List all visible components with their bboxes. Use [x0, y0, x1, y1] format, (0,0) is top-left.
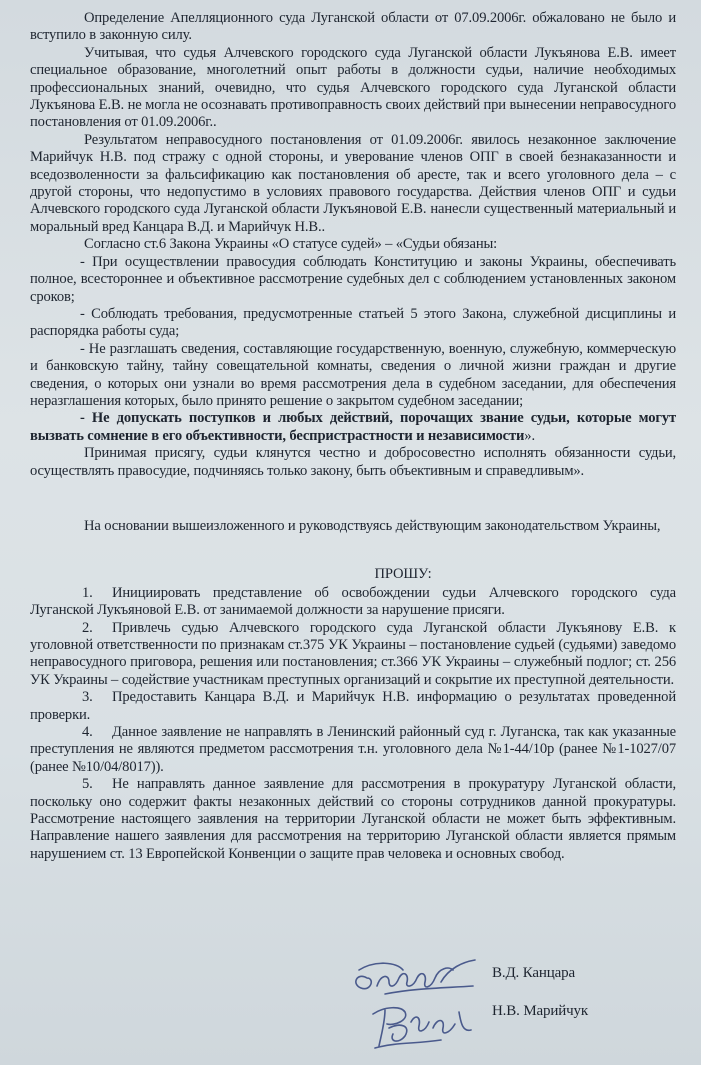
paragraph-law-reference: Согласно ст.6 Закона Украины «О статусе судей» – «Судьи обязаны: [84, 236, 498, 253]
duty-item-4 [30, 410, 676, 445]
request-item-number: 2. [82, 619, 93, 636]
paragraph-oath: Принимая присягу, судьи клянутся честно и добросовестно исполнять обязанности судьи, осуществлять правосудие, подчиняясь только закону, быть объективным и справедливым». [30, 445, 676, 479]
signature-1 [356, 960, 475, 994]
request-item [30, 776, 676, 863]
request-item [30, 585, 676, 620]
duty-item-4-end: ». [524, 427, 535, 444]
request-item-number: 5. [82, 776, 93, 793]
duty-item-2: - Соблюдать требования, предусмотренные статьей 5 этого Закона, служебной дисциплины и распорядка работы суда; [30, 305, 676, 340]
handwritten-signatures [345, 948, 495, 1058]
request-item-text: Не направлять данное заявление для рассмотрения в прокуратуру Луганской области, поскольку оно содержит факты незаконных действий со стороны сотрудников данной прокуратуры. Рассмотрение настоящего заявления на территории Луганской области не может быть эффективным. Направление нашего заявления для рассмотрения на территорию Луганской области является прямым нарушением ст. 13 Европейской Конвенции о защите прав человека и основных свобод. [30, 776, 676, 862]
spacer [30, 480, 676, 518]
paragraph-judge-qualification: Учитывая, что судья Алчевского городского суда Луганской области Лукъянова Е.В. имеет специальное образование, многолетний опыт работы в должности судьи, наличие необходимых профессиональных знаний, очевидно, что судья Алчевского городского суда Луганской области Лукъянова Е.В. не могла не осознавать противоправность своих действий при вынесении неправосудного постановления от 01.09.2006г.. [30, 44, 676, 131]
request-item-text: Привлечь судью Алчевского городского суда Луганской области Лукъянову Е.В. к уголовной ответственности по признакам ст.375 УК Украины – постановление судьей (судьями) заведомо неправосудного приговора, решения или постановления; ст.366 УК Украины – служебный подлог; ст. 256 УК Украины – содействие участникам преступных организаций и сокрытие их преступной деятельности. [30, 619, 676, 688]
duty-item-3: - Не разглашать сведения, составляющие государственную, военную, служебную, коммерческую и банковскую тайну, тайну совещательной комнаты, сведения о личной жизни граждан и другие сведения, о которых они узнали во время рассмотрения дела в судебном заседании, для обеспечения неразглашения которых, было принято решение о закрытом судебном заседании; [30, 340, 676, 409]
request-item [30, 689, 676, 724]
signature-block [30, 948, 676, 1058]
signature-2 [373, 1008, 471, 1048]
request-item-text: Предоставить Канцара В.Д. и Марийчук Н.В. информацию о результатах проведенной проверки. [30, 689, 676, 723]
signatory-name-2: Н.В. Марийчук [492, 1003, 589, 1019]
request-list [30, 585, 676, 864]
duty-item-1: - При осуществлении правосудия соблюдать Конституцию и законы Украины, обеспечивать полное, всестороннее и объективное рассмотрение судебных дел с соблюдением установленных законом сроков; [30, 253, 676, 305]
request-heading: ПРОШУ: [374, 566, 432, 583]
request-item [30, 620, 676, 690]
request-item [30, 724, 676, 776]
request-item-number: 1. [82, 584, 93, 601]
paragraph-consequences: Результатом неправосудного постановления от 01.09.2006г. явилось незаконное заключение Марийчук Н.В. под стражу с одной стороны, и уверование членов ОПГ в своей безнаказанности и вседозволенности за фальсификацию как постановления об аресте, так и всего уголовного дела – с другой стороны, что недопустимо в условиях правового государства. Действия членов ОПГ и судьи Алчевского городского суда Луганской области Лукъяновой Е.В. нанесли существенный материальный и моральный вред Канцара В.Д. и Марийчук Н.В.. [30, 131, 676, 235]
paragraph-appeal-ruling: Определение Апелляционного суда Луганской области от 07.09.2006г. обжаловано не было и вступило в законную силу. [30, 10, 676, 44]
request-item-number: 4. [82, 724, 93, 741]
request-item-text: Инициировать представление об освобождении судьи Алчевского городского суда Луганской Лукъяновой Е.В. от занимаемой должности за нарушение присяги. [30, 584, 676, 619]
signatory-name-1: В.Д. Канцара [492, 965, 576, 981]
document-page [30, 0, 676, 1065]
paragraph-basis: На основании вышеизложенного и руководствуясь действующим законодательством Украины, [84, 517, 661, 534]
request-item-text: Данное заявление не направлять в Ленинский районный суд г. Луганска, так как указанные преступления не являются предметом рассмотрения т.н. уголовного дела №1-44/10р (ранее №1-1027/07 (ранее №10/04/8017)). [30, 724, 676, 775]
spacer [30, 535, 676, 562]
request-item-number: 3. [82, 689, 93, 706]
duty-item-4-bold: - Не допускать поступков и любых действий, порочащих звание судьи, которые могут вызвать сомнение в его объективности, беспристрастности и независимости [30, 410, 676, 444]
